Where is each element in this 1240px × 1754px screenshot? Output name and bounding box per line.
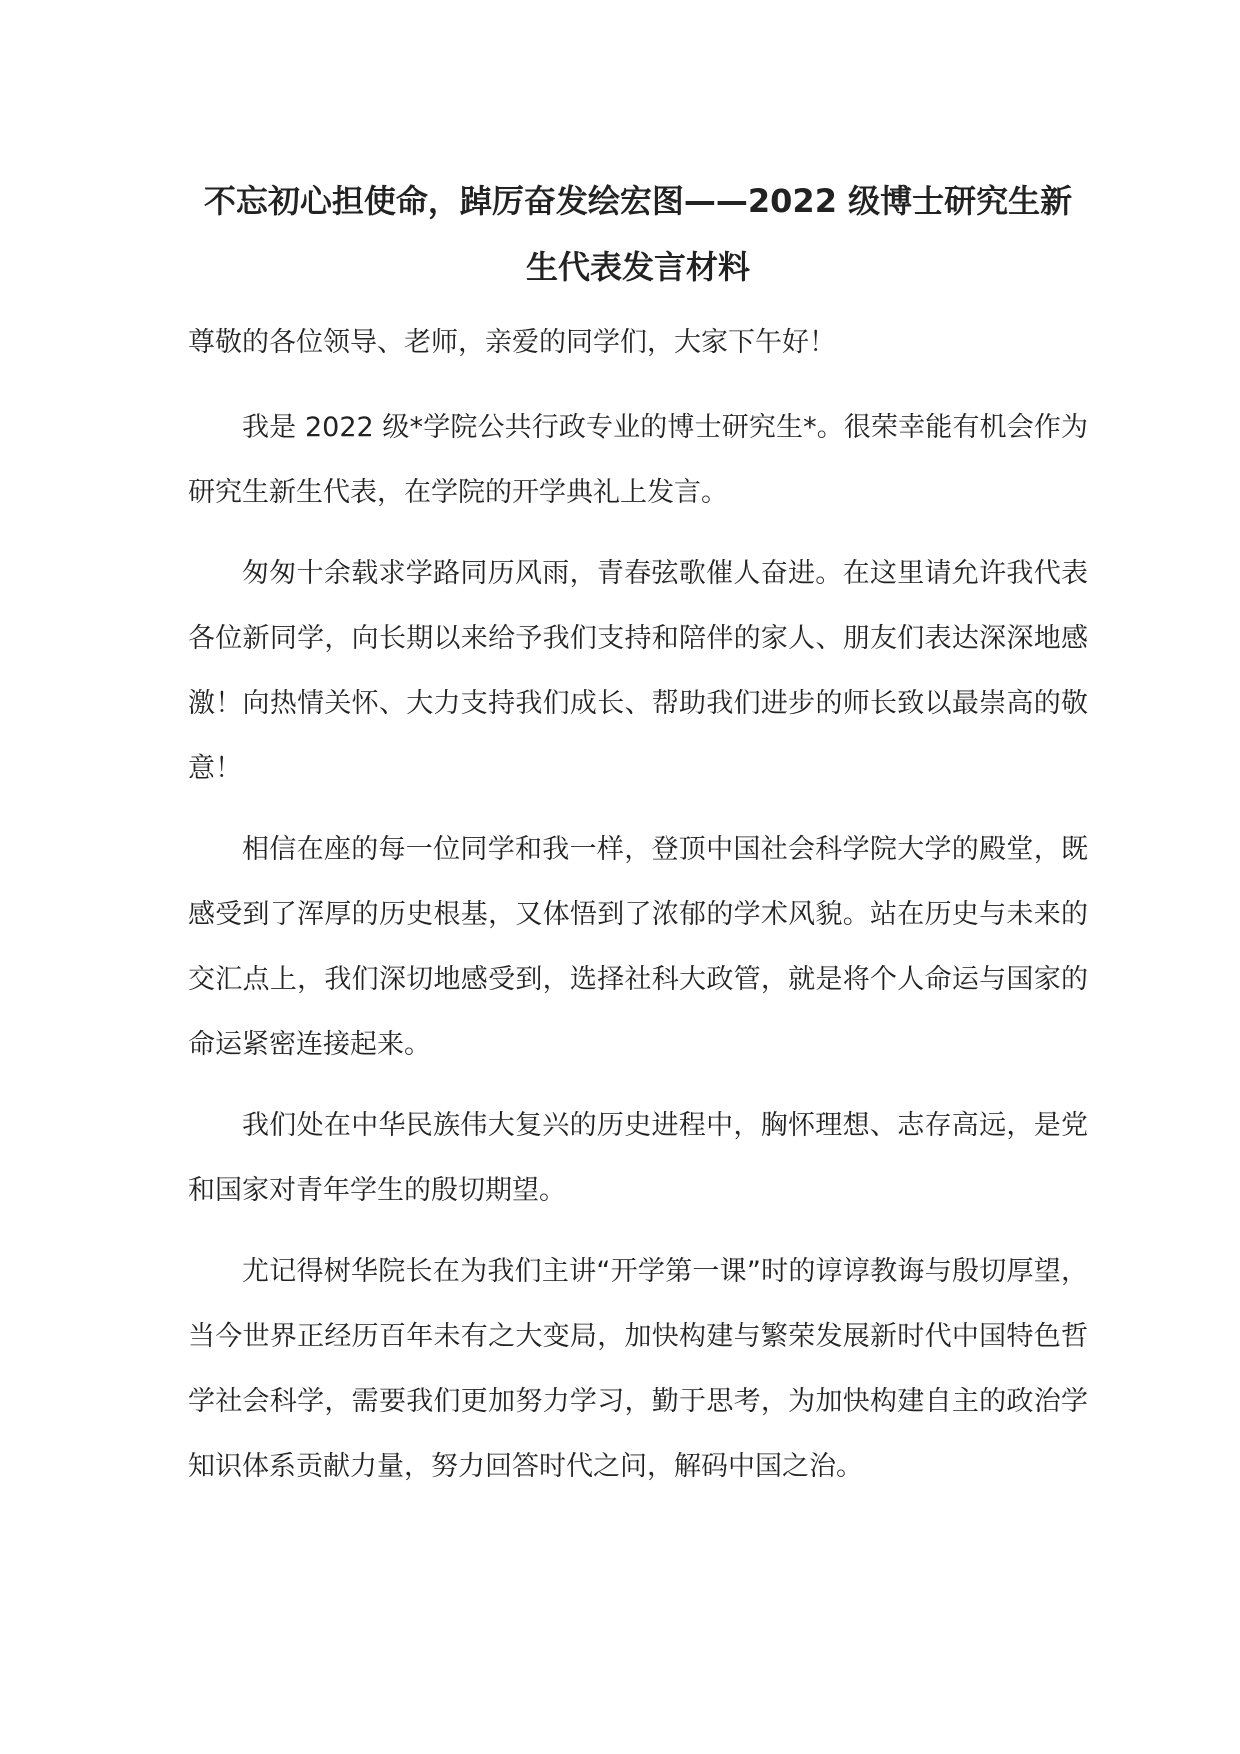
paragraph-dean-teaching: 尤记得树华院长在为我们主讲“开学第一课”时的谆谆教诲与殷切厚望，当今世界正经历百年未有之大变局，加快构建与繁荣发展新时代中国特色哲学社会科学，需要我们更加努力学习，勤于思考，为加快构建自主的政治学知识体系贡献力量，努力回答时代之问，解码中国之治。 [188,1256,1088,1482]
paragraph-gratitude: 匆匆十余载求学路同历风雨，青春弦歌催人奋进。在这里请允许我代表各位新同学，向长期以来给予我们支持和陪伴的家人、朋友们表达深深地感激！向热情关怀、大力支持我们成长、帮助我们进步的师长致以最崇高的敬意！ [188,558,1088,784]
paragraph-university-impression: 相信在座的每一位同学和我一样，登顶中国社会科学院大学的殿堂，既感受到了浑厚的历史根基，又体悟到了浓郁的学术风貌。站在历史与未来的交汇点上，我们深切地感受到，选择社科大政管，就是将个人命运与国家的命运紧密连接起来。 [188,834,1088,1060]
document-title: 不忘初心担使命，踔厉奋发绘宏图——2022 级博士研究生新生代表发言材料 [203,182,1073,286]
paragraph-self-introduction: 我是 2022 级*学院公共行政专业的博士研究生*。很荣幸能有机会作为研究生新生代表，在学院的开学典礼上发言。 [188,412,1088,508]
document-body [188,168,1088,1499]
greeting-line: 尊敬的各位领导、老师，亲爱的同学们，大家下午好！ [188,327,836,358]
paragraph-national-rejuvenation: 我们处在中华民族伟大复兴的历史进程中，胸怀理想、志存高远，是党和国家对青年学生的殷切期望。 [188,1110,1088,1206]
